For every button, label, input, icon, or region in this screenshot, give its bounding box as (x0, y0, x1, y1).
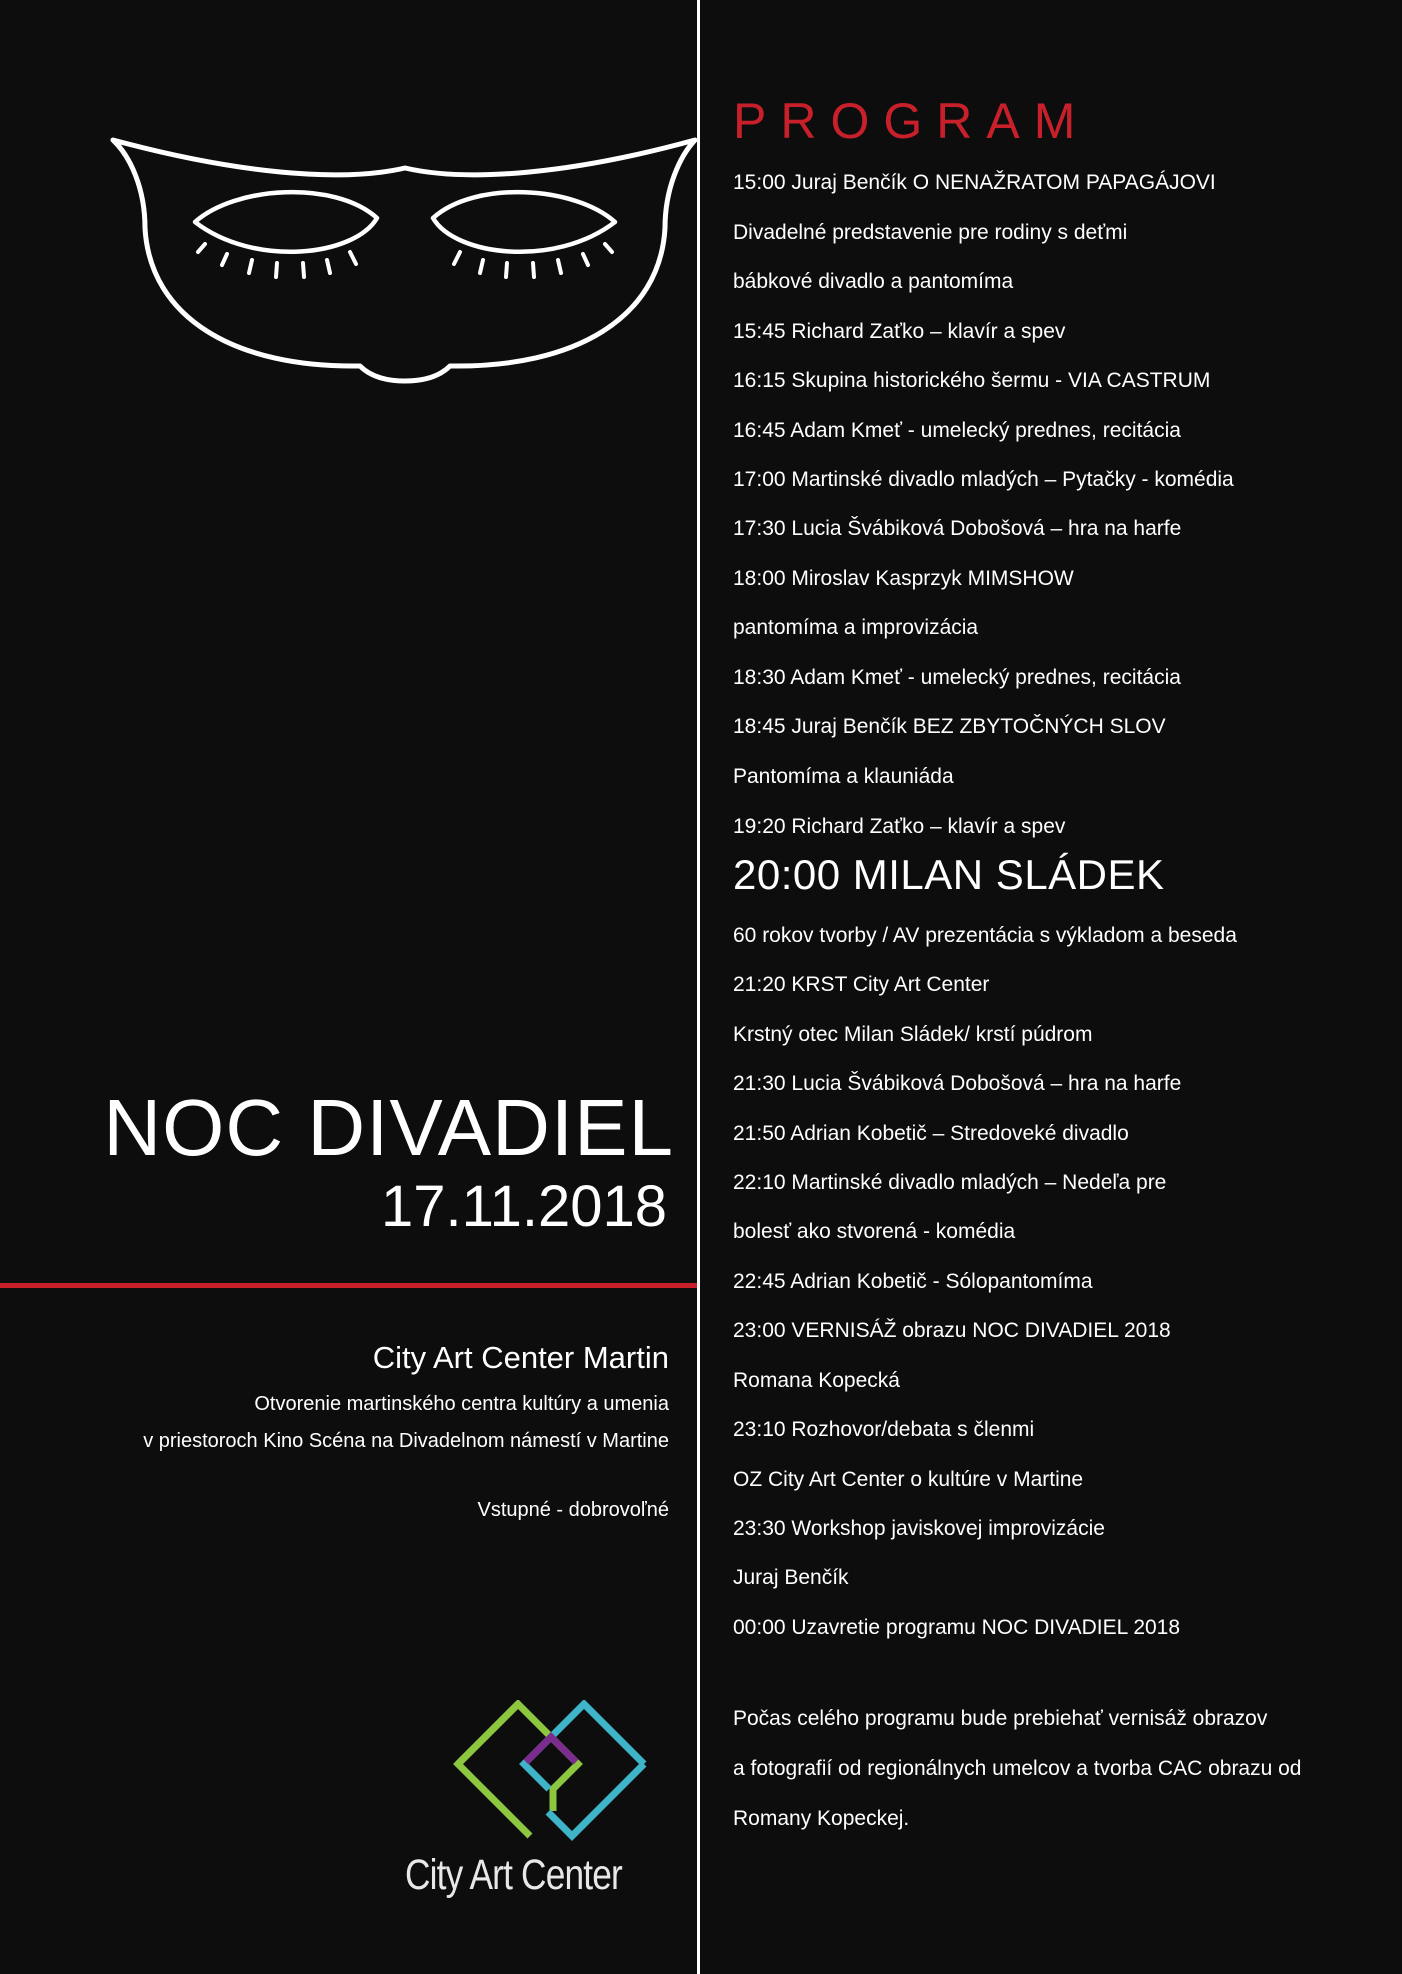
logo-wordmark: City Art Center (405, 1851, 622, 1899)
venue-block (143, 1338, 669, 1529)
program-line: 19:20 Richard Zaťko – klavír a spev (733, 815, 1066, 838)
program-line: 00:00 Uzavretie programu NOC DIVADIEL 2018 (733, 1616, 1181, 1639)
program-line: 23:30 Workshop javiskovej improvizácie (733, 1517, 1105, 1540)
event-date: 17.11.2018 (381, 1174, 667, 1239)
red-horizontal-divider (0, 1283, 697, 1288)
footer-line: Romany Kopeckej. (733, 1807, 910, 1830)
program-line: 18:45 Juraj Benčík BEZ ZBYTOČNÝCH SLOV (733, 715, 1166, 738)
program-line: 15:00 Juraj Benčík O NENAŽRATOM PAPAGÁJOVI (733, 171, 1216, 194)
program-line: 21:20 KRST City Art Center (733, 973, 990, 996)
event-title: NOC DIVADIEL (103, 1083, 674, 1172)
program-line: 18:30 Adam Kmeť - umelecký prednes, recitácia (733, 666, 1181, 689)
footer-line: a fotografií od regionálnych umelcov a tvorba CAC obrazu od (733, 1757, 1302, 1780)
program-line: 15:45 Richard Zaťko – klavír a spev (733, 320, 1066, 343)
program-line: 16:45 Adam Kmeť - umelecký prednes, recitácia (733, 419, 1181, 442)
program-line: 21:30 Lucia Švábiková Dobošová – hra na harfe (733, 1072, 1182, 1095)
program-line: 23:00 VERNISÁŽ obrazu NOC DIVADIEL 2018 (733, 1319, 1171, 1342)
program-line: pantomíma a improvizácia (733, 616, 979, 639)
program-line: 17:30 Lucia Švábiková Dobošová – hra na harfe (733, 517, 1182, 540)
program-heading: PROGRAM (733, 93, 1090, 149)
program-line: 18:00 Miroslav Kasprzyk MIMSHOW (733, 567, 1074, 590)
program-line: 22:10 Martinské divadlo mladých – Nedeľa pre (733, 1171, 1167, 1194)
program-line: Krstný otec Milan Sládek/ krstí púdrom (733, 1023, 1093, 1046)
theatre-mask-icon (105, 128, 705, 388)
program-highlight-line: 20:00 MILAN SLÁDEK (733, 851, 1165, 898)
program-line: OZ City Art Center o kultúre v Martine (733, 1468, 1084, 1491)
program-line: Pantomíma a klauniáda (733, 765, 954, 788)
venue-description-line-1: Otvorenie martinského centra kultúry a umenia (254, 1393, 669, 1415)
city-art-center-logo-icon (448, 1700, 654, 1845)
program-line: 17:00 Martinské divadlo mladých – Pytačky - komédia (733, 468, 1234, 491)
admission-note: Vstupné - dobrovoľné (477, 1499, 669, 1521)
program-line: bolesť ako stvorená - komédia (733, 1220, 1016, 1243)
program-line: Romana Kopecká (733, 1369, 900, 1392)
program-line: 22:45 Adrian Kobetič - Sólopantomíma (733, 1270, 1093, 1293)
venue-name: City Art Center Martin (372, 1340, 669, 1375)
program-line: 23:10 Rozhovor/debata s členmi (733, 1418, 1035, 1441)
program-line: 21:50 Adrian Kobetič – Stredoveké divadlo (733, 1122, 1129, 1145)
program-line: Juraj Benčík (733, 1566, 849, 1589)
venue-description-line-2: v priestoroch Kino Scéna na Divadelnom námestí v Martine (143, 1430, 669, 1452)
program-line: 16:15 Skupina historického šermu - VIA CASTRUM (733, 369, 1211, 392)
footer-line: Počas celého programu bude prebiehať vernisáž obrazov (733, 1707, 1268, 1730)
program-line: 60 rokov tvorby / AV prezentácia s výkladom a beseda (733, 924, 1237, 947)
program-line: bábkové divadlo a pantomíma (733, 270, 1014, 293)
program-line: Divadelné predstavenie pre rodiny s deťmi (733, 221, 1128, 244)
